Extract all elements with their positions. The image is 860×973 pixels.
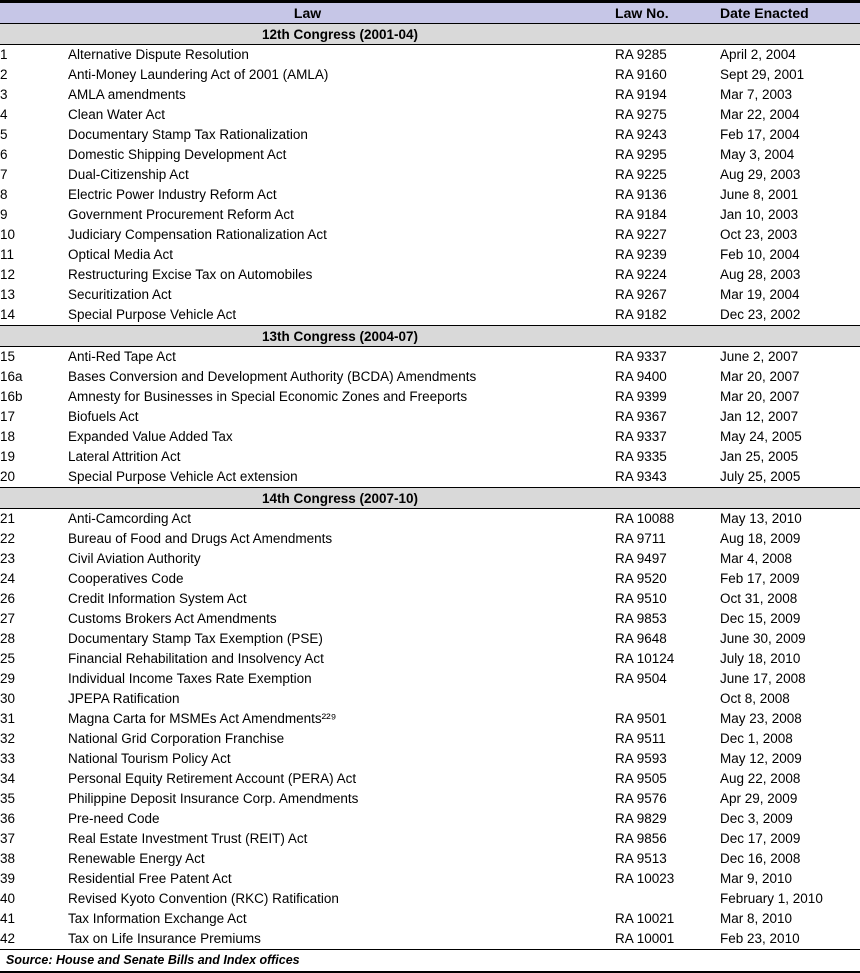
law-name: Judiciary Compensation Rationalization Act	[68, 227, 327, 242]
law-name: Optical Media Act	[68, 247, 174, 262]
row-number: 22	[0, 531, 16, 546]
row-number: 34	[0, 771, 16, 786]
table-row	[0, 407, 860, 427]
law-number: RA 9335	[615, 449, 667, 464]
date-enacted: Feb 10, 2004	[720, 247, 800, 262]
row-number: 36	[0, 811, 16, 826]
law-number: RA 9224	[615, 267, 667, 282]
law-name: Renewable Energy Act	[68, 851, 205, 866]
table-row	[0, 245, 860, 265]
date-enacted: Mar 20, 2007	[720, 389, 800, 404]
law-name: Bureau of Food and Drugs Act Amendments	[68, 531, 333, 546]
table-row	[0, 305, 860, 326]
law-number: RA 9511	[615, 731, 666, 746]
law-name: National Tourism Policy Act	[68, 751, 231, 766]
row-number: 13	[0, 287, 16, 302]
row-number: 21	[0, 511, 16, 526]
law-number: RA 9513	[615, 851, 667, 866]
date-enacted: Aug 29, 2003	[720, 167, 801, 182]
date-enacted: Feb 17, 2004	[720, 127, 800, 142]
law-number: RA 9829	[615, 811, 667, 826]
table-row	[0, 447, 860, 467]
date-enacted: July 25, 2005	[720, 469, 801, 484]
table-row	[0, 549, 860, 569]
date-enacted: June 8, 2001	[720, 187, 799, 202]
date-enacted: Mar 22, 2004	[720, 107, 800, 122]
table-row	[0, 265, 860, 285]
date-enacted: Aug 22, 2008	[720, 771, 801, 786]
date-enacted: May 24, 2005	[720, 429, 802, 444]
date-enacted: Oct 31, 2008	[720, 591, 798, 606]
date-enacted: May 23, 2008	[720, 711, 802, 726]
law-name: Real Estate Investment Trust (REIT) Act	[68, 831, 308, 846]
table-row	[0, 569, 860, 589]
law-number: RA 9337	[615, 349, 667, 364]
row-number: 26	[0, 591, 16, 606]
law-name: JPEPA Ratification	[68, 691, 180, 706]
date-enacted: Aug 28, 2003	[720, 267, 801, 282]
law-number: RA 9593	[615, 751, 667, 766]
law-name: Individual Income Taxes Rate Exemption	[68, 671, 312, 686]
row-number: 33	[0, 751, 16, 766]
date-enacted: Oct 8, 2008	[720, 691, 790, 706]
law-number	[615, 889, 720, 909]
table-row	[0, 769, 860, 789]
row-number: 4	[0, 107, 8, 122]
column-header-law: Law	[0, 2, 615, 24]
date-enacted: June 2, 2007	[720, 349, 799, 364]
table-row	[0, 105, 860, 125]
law-name: Documentary Stamp Tax Exemption (PSE)	[68, 631, 323, 646]
law-number: RA 9856	[615, 831, 667, 846]
row-number: 41	[0, 911, 16, 926]
date-enacted: February 1, 2010	[720, 891, 823, 906]
law-number: RA 9648	[615, 631, 667, 646]
law-name: Dual-Citizenship Act	[68, 167, 189, 182]
table-row	[0, 929, 860, 950]
column-header-date-enacted: Date Enacted	[720, 2, 860, 24]
law-number: RA 9367	[615, 409, 667, 424]
law-number: RA 9285	[615, 47, 667, 62]
row-number: 5	[0, 127, 8, 142]
column-header-law-no: Law No.	[615, 2, 720, 24]
row-number: 18	[0, 429, 16, 444]
law-name: Domestic Shipping Development Act	[68, 147, 287, 162]
congress-section-row	[0, 24, 860, 45]
law-number: RA 9243	[615, 127, 667, 142]
row-number: 32	[0, 731, 16, 746]
law-name: Tax Information Exchange Act	[68, 911, 247, 926]
row-number: 2	[0, 67, 8, 82]
date-enacted: May 13, 2010	[720, 511, 802, 526]
row-number: 11	[0, 247, 15, 262]
date-enacted: May 12, 2009	[720, 751, 802, 766]
row-number: 40	[0, 891, 16, 906]
law-name: Credit Information System Act	[68, 591, 247, 606]
law-number: RA 9225	[615, 167, 667, 182]
law-name: Special Purpose Vehicle Act extension	[68, 469, 298, 484]
law-number	[615, 689, 720, 709]
law-name: Tax on Life Insurance Premiums	[68, 931, 261, 946]
law-name: Magna Carta for MSMEs Act Amendments²²⁹	[68, 711, 337, 726]
row-number: 24	[0, 571, 16, 586]
date-enacted: Mar 20, 2007	[720, 369, 800, 384]
law-number: RA 9136	[615, 187, 667, 202]
law-number: RA 9497	[615, 551, 667, 566]
law-name: Expanded Value Added Tax	[68, 429, 233, 444]
date-enacted: Feb 17, 2009	[720, 571, 800, 586]
source-note: Source: House and Senate Bills and Index offices	[0, 950, 860, 973]
table-row	[0, 367, 860, 387]
law-name: Documentary Stamp Tax Rationalization	[68, 127, 308, 142]
date-enacted: Dec 3, 2009	[720, 811, 793, 826]
congress-section-title: 14th Congress (2007-10)	[0, 488, 860, 509]
date-enacted: Mar 19, 2004	[720, 287, 800, 302]
row-number: 27	[0, 611, 16, 626]
table-row	[0, 85, 860, 105]
law-number: RA 9182	[615, 307, 667, 322]
table-header-row	[0, 2, 860, 24]
date-enacted: Aug 18, 2009	[720, 531, 801, 546]
table-row	[0, 45, 860, 66]
law-number: RA 10021	[615, 911, 675, 926]
law-name: Government Procurement Reform Act	[68, 207, 294, 222]
law-name: AMLA amendments	[68, 87, 186, 102]
law-name: Philippine Deposit Insurance Corp. Amendments	[68, 791, 359, 806]
table-row	[0, 689, 860, 709]
law-number: RA 9343	[615, 469, 667, 484]
row-number: 6	[0, 147, 8, 162]
table-row	[0, 589, 860, 609]
table-row	[0, 467, 860, 488]
law-number: RA 9501	[615, 711, 667, 726]
law-number: RA 9227	[615, 227, 667, 242]
table-row	[0, 285, 860, 305]
date-enacted: Jan 10, 2003	[720, 207, 799, 222]
table-row	[0, 509, 860, 530]
law-name: Bases Conversion and Development Authority (BCDA) Amendments	[68, 369, 477, 384]
row-number: 10	[0, 227, 16, 242]
table-row	[0, 829, 860, 849]
date-enacted: Mar 7, 2003	[720, 87, 793, 102]
law-name: Lateral Attrition Act	[68, 449, 181, 464]
law-name: Securitization Act	[68, 287, 172, 302]
row-number: 31	[0, 711, 16, 726]
law-name: Cooperatives Code	[68, 571, 184, 586]
row-number: 37	[0, 831, 16, 846]
row-number: 3	[0, 87, 8, 102]
date-enacted: Jan 25, 2005	[720, 449, 799, 464]
table-row	[0, 347, 860, 368]
date-enacted: Feb 23, 2010	[720, 931, 800, 946]
date-enacted: Mar 9, 2010	[720, 871, 793, 886]
table-row	[0, 185, 860, 205]
date-enacted: April 2, 2004	[720, 47, 796, 62]
date-enacted: Dec 23, 2002	[720, 307, 801, 322]
law-name: Special Purpose Vehicle Act	[68, 307, 237, 322]
law-number: RA 9505	[615, 771, 667, 786]
date-enacted: July 18, 2010	[720, 651, 801, 666]
law-name: Biofuels Act	[68, 409, 139, 424]
law-number: RA 10023	[615, 871, 675, 886]
row-number: 20	[0, 469, 16, 484]
table-row	[0, 225, 860, 245]
law-number: RA 9520	[615, 571, 667, 586]
table-row	[0, 125, 860, 145]
law-number: RA 9510	[615, 591, 667, 606]
law-name: National Grid Corporation Franchise	[68, 731, 285, 746]
table-row	[0, 809, 860, 829]
table-row	[0, 165, 860, 185]
law-name: Anti-Red Tape Act	[68, 349, 176, 364]
table-row	[0, 709, 860, 729]
row-number: 1	[0, 47, 8, 62]
law-name: Amnesty for Businesses in Special Economic Zones and Freeports	[68, 389, 468, 404]
law-number: RA 10088	[615, 511, 675, 526]
row-number: 30	[0, 691, 16, 706]
law-number: RA 9275	[615, 107, 667, 122]
date-enacted: Sept 29, 2001	[720, 67, 805, 82]
law-number: RA 10124	[615, 651, 675, 666]
law-name: Anti-Camcording Act	[68, 511, 192, 526]
table-row	[0, 789, 860, 809]
law-name: Personal Equity Retirement Account (PERA) Act	[68, 771, 357, 786]
table-row	[0, 529, 860, 549]
date-enacted: Apr 29, 2009	[720, 791, 798, 806]
table-row	[0, 205, 860, 225]
law-number: RA 9295	[615, 147, 667, 162]
law-name: Clean Water Act	[68, 107, 166, 122]
table-row	[0, 427, 860, 447]
law-number: RA 9504	[615, 671, 667, 686]
table-row	[0, 629, 860, 649]
row-number: 29	[0, 671, 16, 686]
law-name: Residential Free Patent Act	[68, 871, 232, 886]
date-enacted: Mar 4, 2008	[720, 551, 793, 566]
row-number: 35	[0, 791, 16, 806]
date-enacted: Dec 16, 2008	[720, 851, 801, 866]
row-number: 19	[0, 449, 16, 464]
row-number: 7	[0, 167, 8, 182]
row-number: 14	[0, 307, 16, 322]
law-number: RA 9184	[615, 207, 667, 222]
law-number: RA 9267	[615, 287, 667, 302]
row-number: 9	[0, 207, 8, 222]
congress-section-row	[0, 488, 860, 509]
table-row	[0, 669, 860, 689]
congress-section-title: 12th Congress (2001-04)	[0, 24, 860, 45]
table-row	[0, 909, 860, 929]
table-row	[0, 849, 860, 869]
congress-section-title: 13th Congress (2004-07)	[0, 326, 860, 347]
law-name: Alternative Dispute Resolution	[68, 47, 249, 62]
law-name: Electric Power Industry Reform Act	[68, 187, 277, 202]
law-number: RA 9400	[615, 369, 667, 384]
law-name: Anti-Money Laundering Act of 2001 (AMLA)	[68, 67, 329, 82]
law-name: Customs Brokers Act Amendments	[68, 611, 277, 626]
row-number: 28	[0, 631, 16, 646]
table-row	[0, 729, 860, 749]
row-number: 23	[0, 551, 16, 566]
date-enacted: Dec 15, 2009	[720, 611, 801, 626]
date-enacted: Oct 23, 2003	[720, 227, 798, 242]
law-number: RA 9160	[615, 67, 667, 82]
law-number: RA 9853	[615, 611, 667, 626]
law-name: Restructuring Excise Tax on Automobiles	[68, 267, 313, 282]
row-number: 8	[0, 187, 8, 202]
date-enacted: Dec 1, 2008	[720, 731, 793, 746]
date-enacted: Jan 12, 2007	[720, 409, 799, 424]
law-name: Pre-need Code	[68, 811, 160, 826]
row-number: 39	[0, 871, 16, 886]
row-number: 15	[0, 349, 16, 364]
row-number: 42	[0, 931, 16, 946]
date-enacted: May 3, 2004	[720, 147, 795, 162]
table-row	[0, 145, 860, 165]
row-number: 25	[0, 651, 16, 666]
date-enacted: June 30, 2009	[720, 631, 806, 646]
row-number: 17	[0, 409, 16, 424]
law-name: Civil Aviation Authority	[68, 551, 201, 566]
table-row	[0, 387, 860, 407]
date-enacted: June 17, 2008	[720, 671, 806, 686]
law-number: RA 10001	[615, 931, 675, 946]
table-row	[0, 869, 860, 889]
row-number: 12	[0, 267, 16, 282]
law-number: RA 9399	[615, 389, 667, 404]
date-enacted: Dec 17, 2009	[720, 831, 801, 846]
law-number: RA 9711	[615, 531, 666, 546]
law-number: RA 9337	[615, 429, 667, 444]
date-enacted: Mar 8, 2010	[720, 911, 793, 926]
table-row	[0, 889, 860, 909]
row-number: 16a	[0, 369, 23, 384]
law-number: RA 9194	[615, 87, 667, 102]
law-number: RA 9576	[615, 791, 667, 806]
congress-section-row	[0, 326, 860, 347]
table-row	[0, 749, 860, 769]
table-row	[0, 649, 860, 669]
table-row	[0, 609, 860, 629]
law-name: Financial Rehabilitation and Insolvency Act	[68, 651, 324, 666]
row-number: 16b	[0, 389, 23, 404]
table-row	[0, 65, 860, 85]
row-number: 38	[0, 851, 16, 866]
law-number: RA 9239	[615, 247, 667, 262]
law-name: Revised Kyoto Convention (RKC) Ratification	[68, 891, 339, 906]
